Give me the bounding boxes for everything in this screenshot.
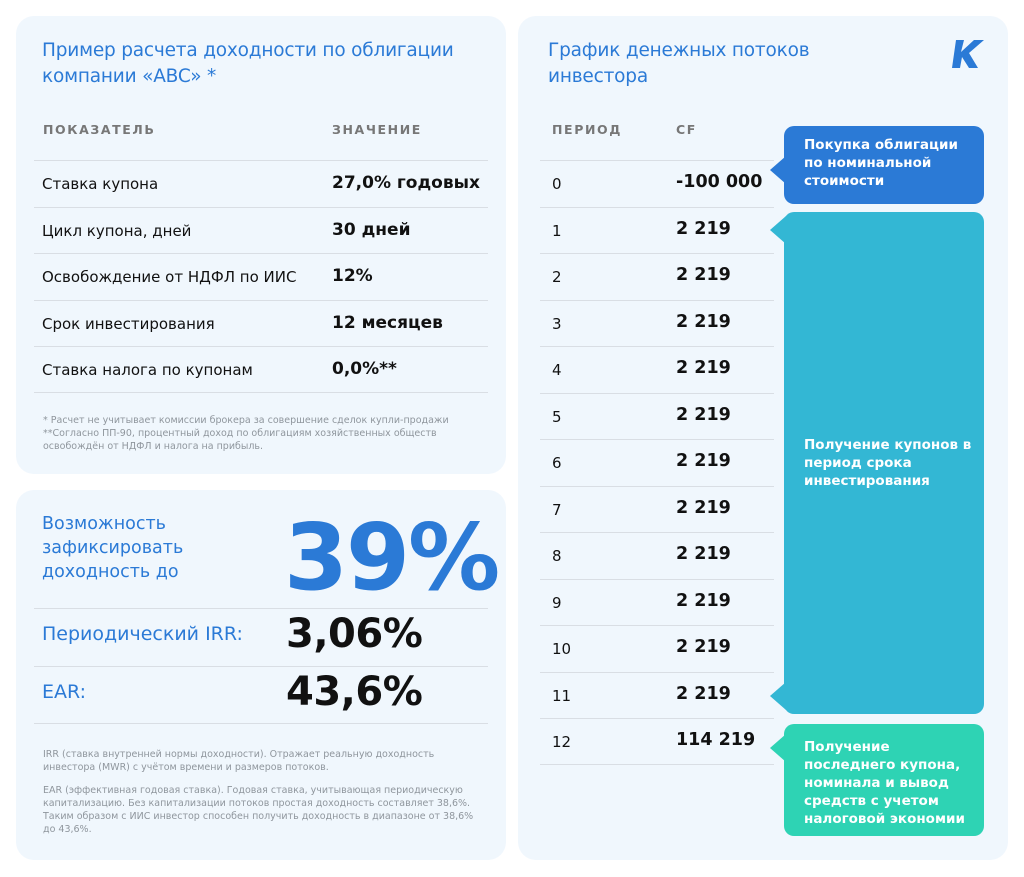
cashflow-row <box>540 160 774 207</box>
cashflow-row <box>540 579 774 626</box>
note-ear: EAR (эффективная годовая ставка). Годовая ставка, учитывающая периодическую капитализацию. Без капитализации потоков простая доходность составляет 38,6%. Таким образом с ИИС инвестор способен получить доходность в диапазоне от 38,6% до 43,6%. <box>43 785 474 835</box>
cash-flow: 2 219 <box>676 451 731 471</box>
coupons-callout <box>784 212 984 714</box>
row-value: 12% <box>332 266 373 286</box>
row-label: Ставка налога по купонам <box>42 361 253 379</box>
period: 3 <box>552 314 562 333</box>
cashflow-row <box>540 346 774 393</box>
cash-flow: 2 219 <box>676 590 731 611</box>
cash-flow: 2 219 <box>676 637 731 657</box>
period: 7 <box>552 500 562 519</box>
purchase-callout-text: Покупка облигации по номинальной стоимости <box>804 137 958 189</box>
table-row <box>34 207 488 254</box>
callout-pointer <box>770 682 786 710</box>
ear-value: 43,6% <box>286 669 423 715</box>
period: 8 <box>552 547 562 565</box>
final-payment-callout <box>784 724 984 836</box>
cashflow-row <box>540 672 774 719</box>
column-header-cf: CF <box>676 122 697 137</box>
period: 0 <box>552 175 562 193</box>
possibility-label: Возможность зафиксировать доходность до <box>42 514 184 582</box>
period: 1 <box>552 221 562 240</box>
cash-flow: 2 219 <box>676 683 731 704</box>
cash-flow: 114 219 <box>676 730 756 750</box>
period: 10 <box>552 640 572 658</box>
period: 4 <box>552 361 562 379</box>
period: 11 <box>552 686 572 705</box>
cashflow-row <box>540 439 774 486</box>
callout-pointer <box>770 734 786 762</box>
cashflow-row <box>540 207 774 254</box>
footnote-commission: * Расчет не учитывает комиссии брокера за совершение сделок купли-продажи <box>43 415 449 426</box>
cashflow-row <box>540 625 774 672</box>
result-card <box>16 490 506 860</box>
calc-title: Пример расчета доходности по облигации компании «ABC» * <box>42 40 454 87</box>
row-label: Цикл купона, дней <box>42 221 192 240</box>
calculation-card <box>16 16 506 474</box>
note-irr: IRR (ставка внутренней нормы доходности). Отражает реальную доходность инвестора (MWR) с учётом времени и размеров потоков. <box>43 749 435 773</box>
cashflow-card <box>518 16 1008 860</box>
row-value: 30 дней <box>332 219 411 240</box>
cash-flow: 2 219 <box>676 358 731 378</box>
table-row <box>34 346 488 393</box>
table-row <box>34 300 488 347</box>
callout-pointer <box>770 216 786 244</box>
row-label: Срок инвестирования <box>42 314 215 333</box>
row-value: 12 месяцев <box>332 312 443 333</box>
ear-label: EAR: <box>42 681 87 703</box>
column-header-period: ПЕРИОД <box>552 122 622 137</box>
period: 12 <box>552 733 572 751</box>
cash-flow: 2 219 <box>676 218 731 239</box>
period: 5 <box>552 407 562 426</box>
cash-flow: -100 000 <box>676 172 763 192</box>
table-row <box>34 253 488 300</box>
cashflow-row <box>540 300 774 347</box>
callout-pointer <box>770 156 786 184</box>
column-header-indicator: ПОКАЗАТЕЛЬ <box>43 122 156 137</box>
coupons-callout-text: Получение купонов в период срока инвестирования <box>804 437 972 489</box>
cash-flow: 2 219 <box>676 311 731 332</box>
cashflow-row <box>540 253 774 300</box>
irr-label: Периодический IRR: <box>42 623 243 645</box>
big-yield-percent: 39% <box>284 504 499 611</box>
cashflow-row <box>540 718 774 765</box>
cash-flow: 2 219 <box>676 497 731 518</box>
period: 9 <box>552 593 562 612</box>
row-value: 27,0% годовых <box>332 173 480 193</box>
period: 6 <box>552 454 562 472</box>
cash-flow: 2 219 <box>676 544 731 564</box>
irr-row <box>34 608 488 666</box>
purchase-callout <box>784 126 984 204</box>
period: 2 <box>552 268 562 286</box>
cashflow-row <box>540 486 774 533</box>
footnote-tax: **Согласно ПП-90, процентный доход по облигациям хозяйственных обществ освобождён от НДФЛ и налога на прибыль. <box>43 428 437 452</box>
ear-row <box>34 666 488 724</box>
cashflow-row <box>540 393 774 440</box>
row-value: 0,0%** <box>332 359 397 379</box>
cash-flow: 2 219 <box>676 265 731 285</box>
k-logo-icon <box>950 38 984 70</box>
irr-value: 3,06% <box>286 611 423 657</box>
row-label: Ставка купона <box>42 175 159 193</box>
row-label: Освобождение от НДФЛ по ИИС <box>42 268 297 286</box>
final-callout-text: Получение последнего купона, номинала и вывод средств с учетом налоговой экономии <box>804 739 965 827</box>
cashflow-row <box>540 532 774 579</box>
flow-title: График денежных потоков инвестора <box>548 40 810 87</box>
table-row <box>34 160 488 207</box>
cash-flow: 2 219 <box>676 404 731 425</box>
column-header-value: ЗНАЧЕНИЕ <box>332 122 422 137</box>
